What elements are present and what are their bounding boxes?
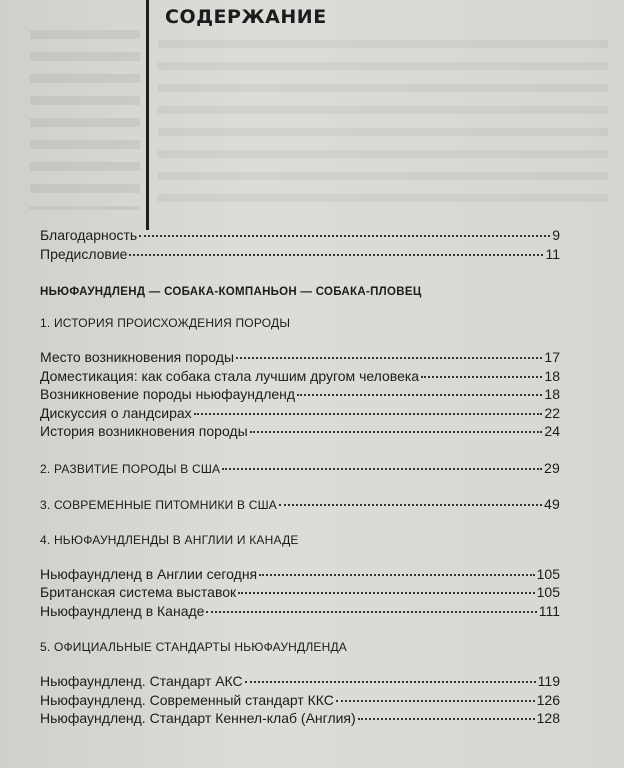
chapter-4-title: 4. НЬЮФАУНДЛЕНДЫ В АНГЛИИ И КАНАДЕ — [40, 532, 299, 547]
toc-entry-title: Ньюфаундленд. Стандарт АКС — [40, 673, 243, 689]
toc-entry-page: 105 — [536, 584, 560, 600]
chapter-5-title: 5. ОФИЦИАЛЬНЫЕ СТАНДАРТЫ НЬЮФАУНДЛЕНДА — [40, 640, 348, 654]
toc-entry-title: История возникновения породы — [40, 423, 248, 439]
part-title: НЬЮФАУНДЛЕНД — СОБАКА-КОМПАНЬОН — СОБАКА-ПЛОВЕЦ — [40, 286, 422, 298]
toc-entry — [40, 348, 560, 367]
toc-entry-page: 111 — [538, 602, 560, 619]
chapter-2-entry — [40, 461, 560, 477]
toc-entry — [40, 565, 560, 584]
toc-entry — [40, 672, 560, 691]
toc-entry-page: 24 — [544, 423, 560, 439]
toc-entry — [40, 691, 560, 710]
dot-leader — [222, 467, 542, 470]
chapter-1-title: 1. ИСТОРИЯ ПРОИСХОЖДЕНИЯ ПОРОДЫ — [40, 316, 291, 330]
toc-entry — [40, 602, 560, 621]
toc-entry-page: 119 — [537, 673, 560, 689]
toc-entry — [40, 367, 560, 386]
dot-leader — [245, 680, 536, 683]
toc-entry-preface — [40, 245, 560, 264]
toc-entry-page: 126 — [536, 691, 560, 708]
dot-leader — [236, 356, 542, 359]
chapter-3-entry — [40, 497, 560, 513]
heading-frame — [146, 0, 624, 230]
dot-leader — [129, 253, 543, 256]
dot-leader — [250, 430, 543, 433]
toc-entry-title: Возникновение породы ньюфаундленд — [40, 386, 296, 402]
dot-leader — [336, 699, 535, 702]
toc-entry — [40, 583, 560, 602]
toc-entry-page: 22 — [544, 404, 560, 421]
toc-entry-page: 105 — [536, 565, 560, 582]
toc-entry — [40, 385, 560, 404]
toc-entry — [40, 404, 560, 423]
table-of-contents — [40, 226, 560, 728]
dot-leader — [238, 591, 534, 594]
dot-leader — [139, 234, 550, 237]
toc-entry-title: Ньюфаундленд. Стандарт Кеннел-клаб (Англия) — [40, 710, 356, 726]
toc-entry-title: Благодарность — [40, 227, 138, 243]
dot-leader — [206, 610, 536, 613]
chapter-3-title: 3. СОВРЕМЕННЫЕ ПИТОМНИКИ В США — [40, 497, 277, 512]
toc-entry-page: 128 — [536, 710, 560, 726]
toc-entry-title: Место возникновения породы — [40, 349, 235, 365]
toc-entry-page: 9 — [552, 227, 560, 243]
toc-entry-title: Дискуссия о ландсирах — [40, 404, 192, 421]
toc-entry-page: 18 — [544, 367, 560, 384]
toc-entry — [40, 709, 560, 728]
toc-entry-page: 49 — [544, 495, 560, 512]
dot-leader — [297, 393, 542, 396]
toc-entry-acknowledgements — [40, 226, 560, 245]
toc-entry-page: 17 — [544, 349, 560, 365]
toc-entry-title: Доместикация: как собака стала лучшим другом человека — [40, 367, 420, 384]
dot-leader — [259, 573, 535, 576]
toc-entry-title: Ньюфаундленд в Англии сегодня — [40, 565, 258, 582]
dot-leader — [358, 717, 535, 720]
toc-entry-title: Ньюфаундленд в Канаде — [40, 602, 205, 619]
dot-leader — [194, 412, 543, 415]
toc-entry — [40, 422, 560, 441]
toc-entry-title: Британская система выставок — [40, 584, 237, 600]
page-title: СОДЕРЖАНИЕ — [165, 6, 327, 28]
dot-leader — [421, 375, 542, 378]
toc-entry-page: 18 — [544, 386, 560, 402]
chapter-2-title: 2. РАЗВИТИЕ ПОРОДЫ В США — [40, 461, 221, 476]
toc-entry-page: 11 — [545, 245, 560, 262]
toc-entry-title: Ньюфаундленд. Современный стандарт ККС — [40, 691, 334, 708]
toc-entry-page: 29 — [544, 459, 560, 476]
toc-entry-title: Предисловие — [40, 245, 128, 262]
dot-leader — [279, 503, 542, 506]
bleed-through-text-left — [30, 30, 140, 210]
